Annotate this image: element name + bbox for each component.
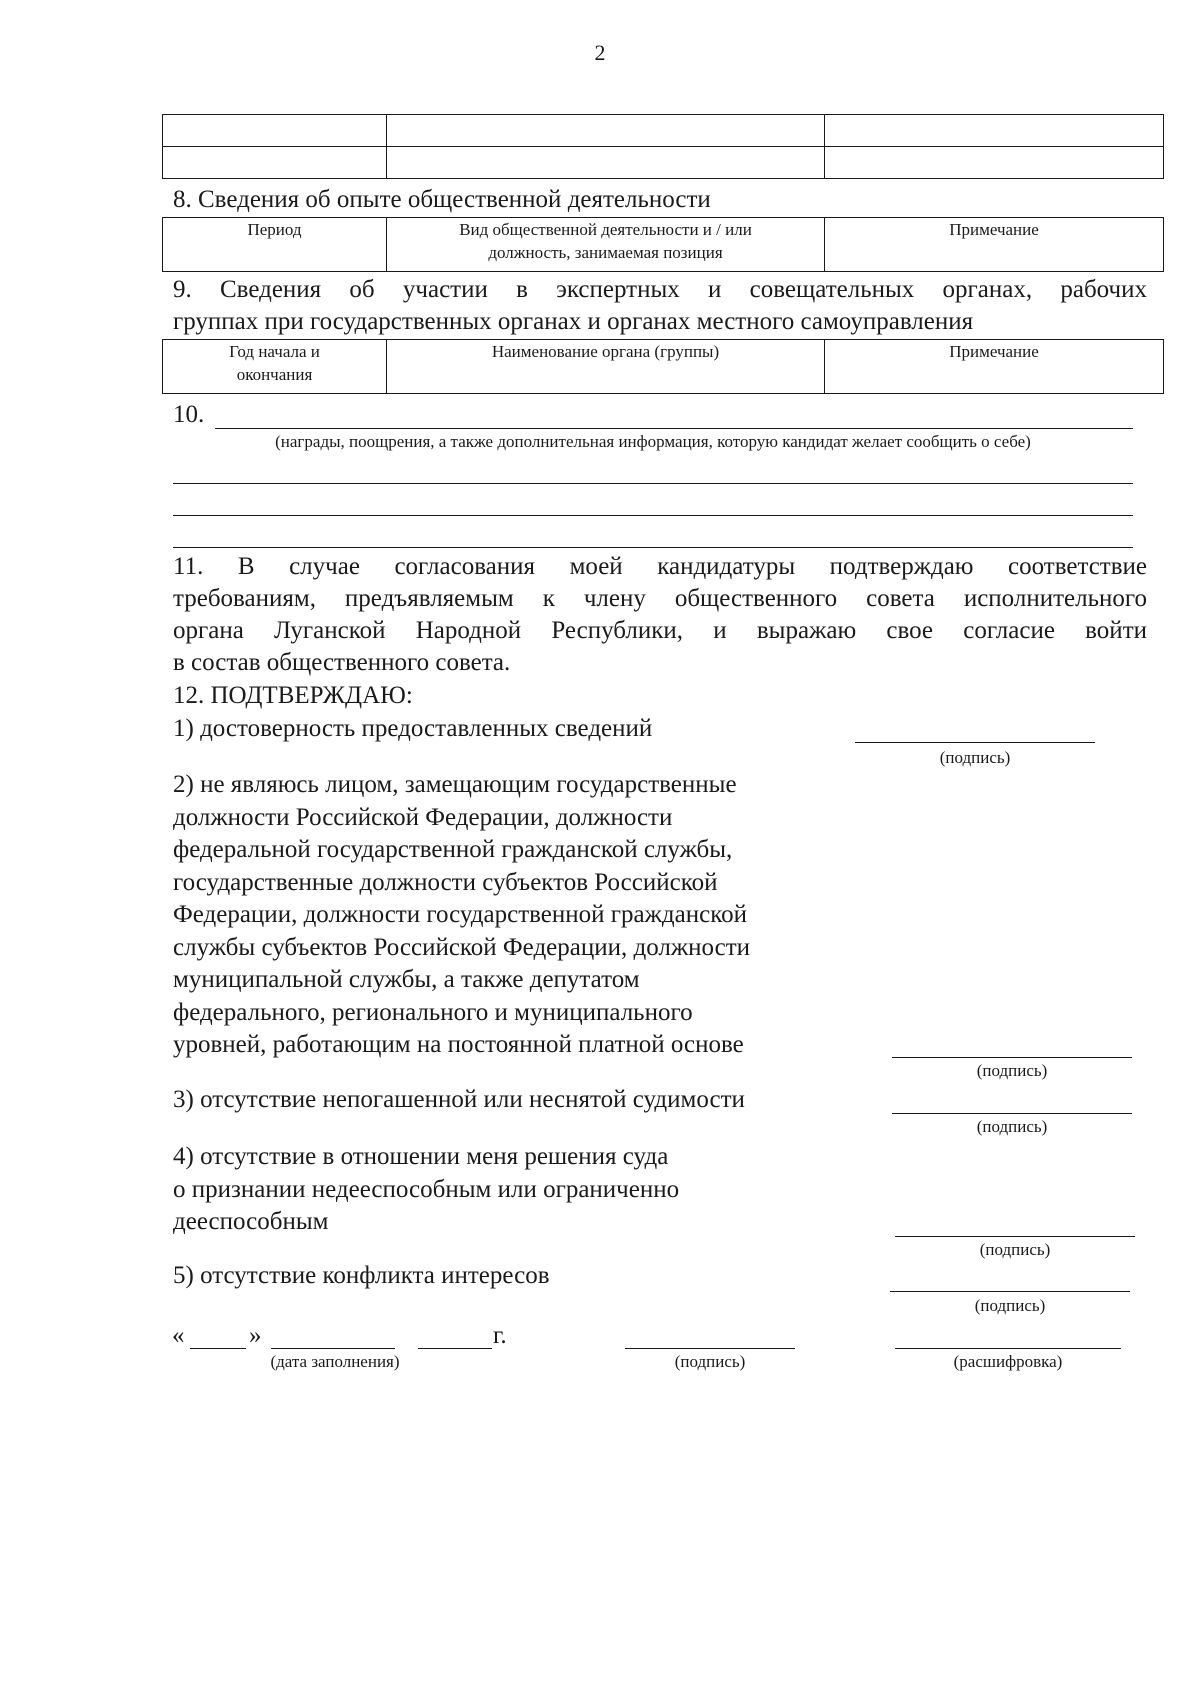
column-header-note: Примечание bbox=[825, 340, 1164, 394]
date-caption: (дата заполнения) bbox=[270, 1352, 400, 1371]
item-line: дееспособным bbox=[173, 1208, 329, 1235]
section-11-line: требованиям, предъявляемым к члену общественного совета исполнительного bbox=[173, 585, 1147, 612]
confirmation-item-4 bbox=[173, 1141, 679, 1239]
column-header-body-name: Наименование органа (группы) bbox=[387, 340, 825, 394]
section-10-input-line-2[interactable] bbox=[173, 483, 1133, 484]
item-line: 3) отсутствие непогашенной или неснятой судимости bbox=[173, 1086, 745, 1113]
table-cell[interactable] bbox=[163, 147, 387, 179]
section-9-line: 9. Сведения об участии в экспертных и совещательных органах, рабочих bbox=[173, 276, 1147, 303]
column-header-period: Период bbox=[163, 218, 387, 272]
item-line: федерального, регионального и муниципального bbox=[173, 998, 693, 1026]
item-line: 2) не являюсь лицом, замещающим государственные bbox=[173, 771, 737, 798]
final-signature-caption: (подпись) bbox=[674, 1352, 746, 1371]
section-12-heading: 12. ПОДТВЕРЖДАЮ: bbox=[173, 682, 413, 709]
signature-caption-item-2: (подпись) bbox=[976, 1061, 1048, 1080]
signature-caption-item-5: (подпись) bbox=[974, 1296, 1046, 1315]
confirmation-item-3 bbox=[173, 1084, 745, 1117]
item-line: 4) отсутствие в отношении меня решения суда bbox=[173, 1143, 669, 1170]
confirmation-item-2 bbox=[173, 769, 750, 1062]
table-social-activity bbox=[162, 217, 1164, 272]
section-10-input-line[interactable] bbox=[215, 428, 1133, 429]
column-header-activity: Вид общественной деятельности и / или должность, занимаемая позиция bbox=[387, 218, 825, 272]
table-header-row bbox=[163, 218, 1164, 272]
section-11-line: 11. В случае согласования моей кандидатуры подтверждаю соответствие bbox=[173, 553, 1147, 580]
signature-line-item-5[interactable] bbox=[890, 1291, 1130, 1292]
item-line: службы субъектов Российской Федерации, должности bbox=[173, 933, 751, 961]
table-header-row bbox=[163, 340, 1164, 394]
signature-caption-item-1: (подпись) bbox=[939, 748, 1011, 767]
section-11-paragraph bbox=[173, 551, 1147, 679]
item-line: государственные должности субъектов Российской bbox=[173, 868, 718, 896]
signature-line-item-3[interactable] bbox=[892, 1113, 1132, 1114]
item-line: уровней, работающим на постоянной платной основе bbox=[173, 1031, 744, 1058]
confirmation-item-5 bbox=[173, 1260, 550, 1293]
item-line: 5) отсутствие конфликта интересов bbox=[173, 1262, 550, 1289]
table-row bbox=[163, 147, 1164, 179]
section-11-line: в состав общественного совета. bbox=[173, 649, 511, 676]
date-close-quote: » bbox=[249, 1322, 262, 1349]
section-10-input-line-4[interactable] bbox=[173, 547, 1133, 548]
table-cell[interactable] bbox=[825, 147, 1164, 179]
confirmation-item-1 bbox=[173, 713, 652, 746]
section-11-line: органа Луганской Народной Республики, и выражаю свое согласие войти bbox=[173, 617, 1147, 644]
item-line: о признании недееспособным или ограниченно bbox=[173, 1175, 680, 1203]
date-open-quote: « bbox=[172, 1322, 185, 1349]
page-number: 2 bbox=[594, 40, 606, 65]
column-header-note: Примечание bbox=[825, 218, 1164, 272]
item-line: должности Российской Федерации, должности bbox=[173, 803, 673, 831]
table-row bbox=[163, 115, 1164, 147]
table-previous-section-continuation bbox=[162, 114, 1164, 179]
signature-line-item-1[interactable] bbox=[855, 742, 1095, 743]
signature-caption-item-3: (подпись) bbox=[976, 1117, 1048, 1136]
item-line: федеральной государственной гражданской службы, bbox=[173, 836, 733, 863]
transcript-field[interactable] bbox=[895, 1348, 1121, 1349]
transcript-caption: (расшифровка) bbox=[953, 1352, 1063, 1371]
signature-caption-item-4: (подпись) bbox=[979, 1240, 1051, 1259]
final-signature-field[interactable] bbox=[625, 1348, 795, 1349]
item-line: Федерации, должности государственной гражданской bbox=[173, 901, 747, 928]
item-line: 1) достоверность предоставленных сведений bbox=[173, 715, 653, 742]
date-day-field[interactable] bbox=[190, 1348, 246, 1349]
table-cell[interactable] bbox=[387, 147, 825, 179]
date-year-suffix: г. bbox=[493, 1322, 507, 1349]
signature-line-item-2[interactable] bbox=[892, 1057, 1132, 1058]
date-year-field[interactable] bbox=[418, 1348, 492, 1349]
section-10-caption: (награды, поощрения, а также дополнительная информация, которую кандидат желает сообщить о себе) bbox=[275, 432, 1031, 451]
item-line: муниципальной службы, а также депутатом bbox=[173, 966, 640, 993]
table-cell[interactable] bbox=[387, 115, 825, 147]
date-month-field[interactable] bbox=[271, 1348, 395, 1349]
section-10-input-line-3[interactable] bbox=[173, 515, 1133, 516]
signature-line-item-4[interactable] bbox=[895, 1236, 1135, 1237]
section-9-line: группах при государственных органах и органах местного самоуправления bbox=[173, 308, 974, 335]
section-8-heading: 8. Сведения об опыте общественной деятельности bbox=[173, 186, 711, 213]
table-cell[interactable] bbox=[825, 115, 1164, 147]
section-10-number: 10. bbox=[173, 401, 205, 428]
section-9-heading bbox=[173, 274, 1147, 338]
table-expert-bodies bbox=[162, 339, 1164, 394]
column-header-years: Год начала и окончания bbox=[163, 340, 387, 394]
table-cell[interactable] bbox=[163, 115, 387, 147]
